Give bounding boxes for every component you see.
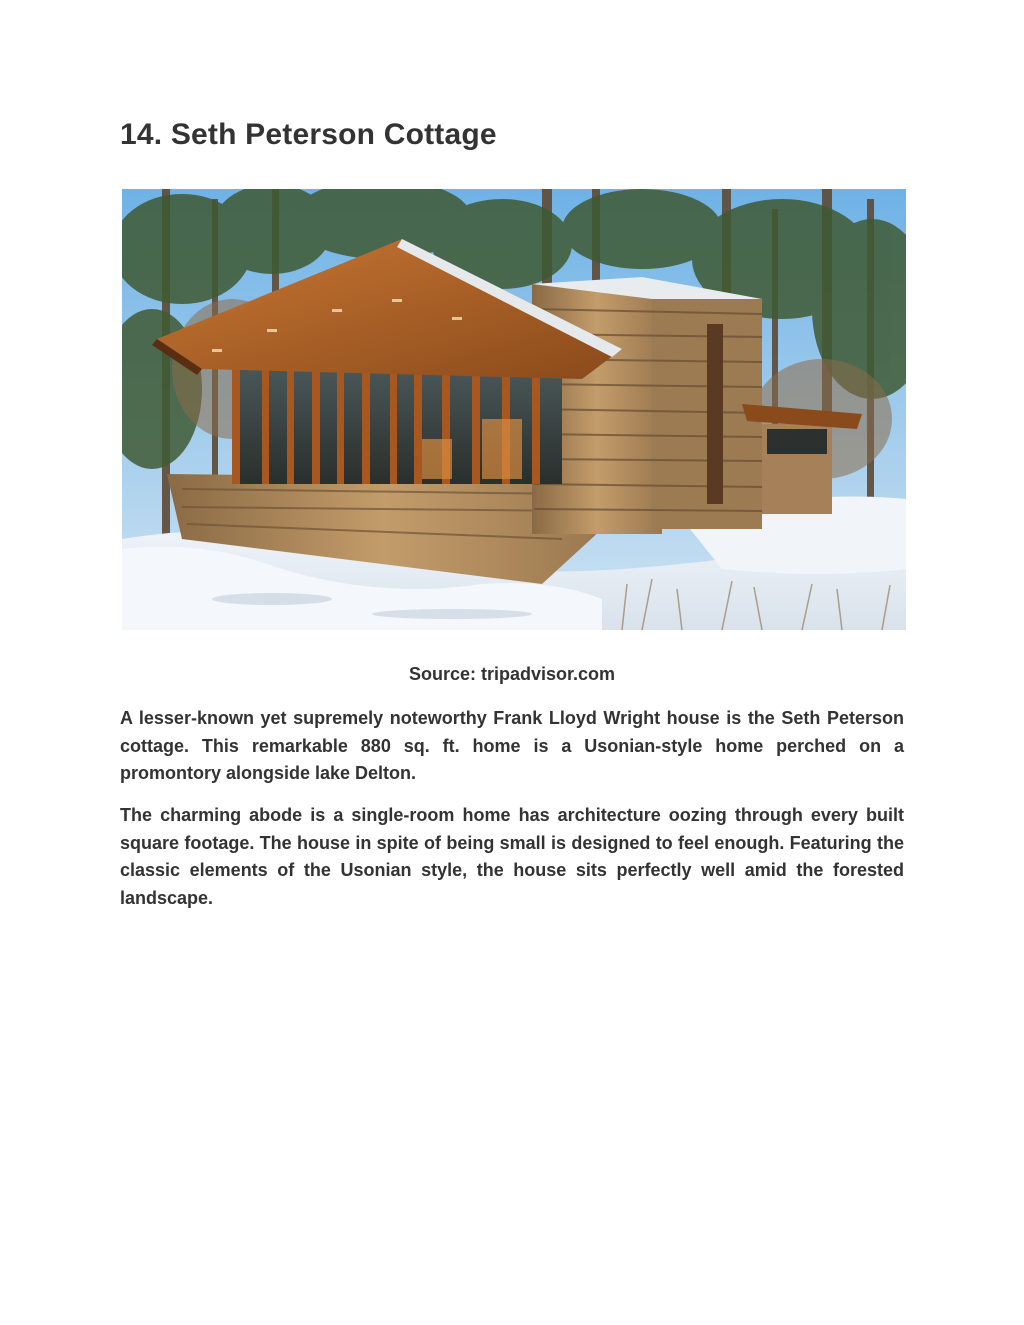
body-paragraph-2: The charming abode is a single-room home has architecture oozing through every built square footage. The house in spite of being small is designed to feel enough. Featuring the classic elements of the Usonian style, the house sits perfectly well amid the forested landscape. [120, 805, 904, 908]
body-paragraph-1: A lesser-known yet supremely noteworthy Frank Lloyd Wright house is the Seth Peterson cottage. This remarkable 880 sq. ft. home is a Usonian-style home perched on a promontory alongside lake Delton. [120, 708, 904, 783]
cottage-photo-illustration [122, 189, 906, 630]
image-source-caption: Source: tripadvisor.com [408, 664, 616, 684]
page-title: 14. Seth Peterson Cottage [120, 118, 497, 151]
cottage-photo [122, 189, 906, 630]
